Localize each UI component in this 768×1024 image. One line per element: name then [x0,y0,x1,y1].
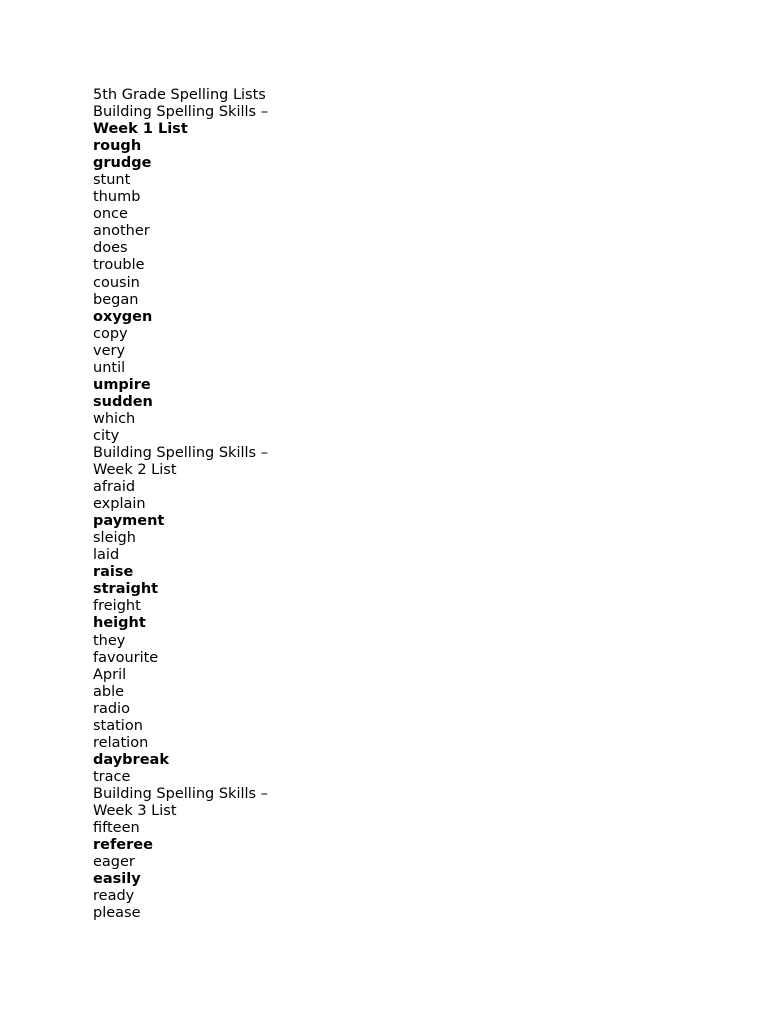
document-line: referee [93,837,153,854]
document-line: stunt [93,172,131,189]
document-line: began [93,291,139,308]
document-line: Building Spelling Skills – [93,104,268,121]
document-line: daybreak [93,751,169,768]
document-line: laid [93,547,120,564]
document-line: eager [93,854,135,871]
document-line: trouble [93,257,145,274]
document-line: another [93,223,150,240]
document-line: grudge [93,155,152,172]
document-line: which [93,410,136,427]
document-line: thumb [93,189,141,206]
document-line: easily [93,871,141,888]
document-line: explain [93,496,146,513]
document-line: sleigh [93,530,136,547]
document-line: height [93,615,146,632]
document-line: payment [93,513,165,530]
document-line: station [93,717,143,734]
document-line: straight [93,581,159,598]
document-line: umpire [93,376,151,393]
document-line: does [93,240,128,257]
document-line: Week 2 List [93,462,177,479]
document-line: trace [93,768,131,785]
document-line: Building Spelling Skills – [93,444,268,461]
document-line: very [93,342,126,359]
document-line: Week 3 List [93,802,177,819]
document-line: radio [93,700,130,717]
document-line: once [93,206,128,223]
document-line: rough [93,138,142,155]
document-line: able [93,683,125,700]
document-line: 5th Grade Spelling Lists [93,87,266,103]
document-line: Week 1 List [93,121,188,138]
document-line: sudden [93,393,153,410]
document-line: oxygen [93,308,153,325]
document-page [93,87,693,922]
document-line: April [93,666,127,683]
document-line: they [93,632,126,649]
document-line: fifteen [93,820,140,837]
document-line: freight [93,598,141,615]
document-line: cousin [93,274,140,291]
document-line: until [93,359,126,376]
document-line: Building Spelling Skills – [93,785,268,802]
document-line: relation [93,734,149,751]
document-line: copy [93,325,128,342]
document-line: please [93,905,141,922]
document-line: favourite [93,649,159,666]
document-line: ready [93,888,135,905]
document-line: raise [93,564,134,581]
document-line: afraid [93,479,136,496]
document-line: city [93,427,120,444]
